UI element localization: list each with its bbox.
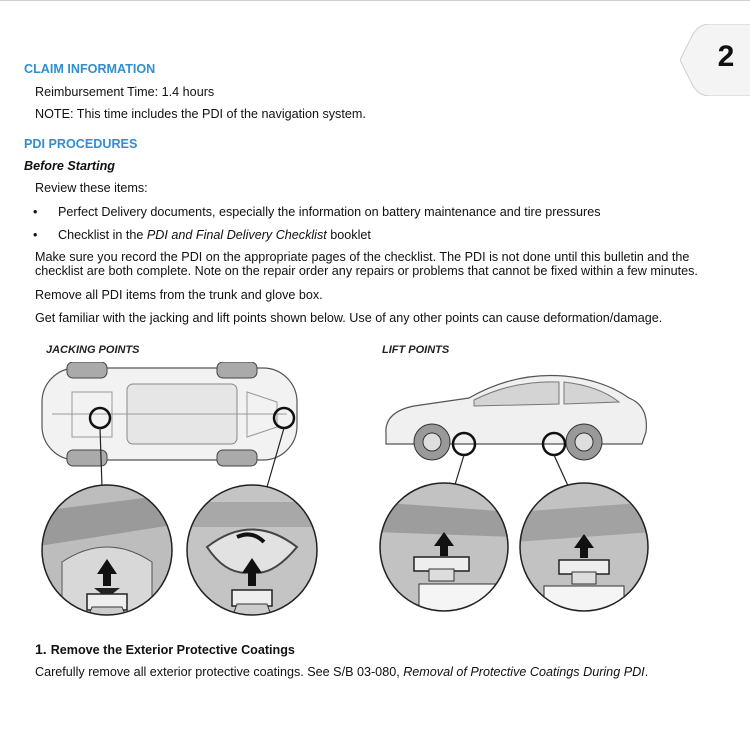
step-1-heading (35, 641, 295, 657)
claim-information-heading: CLAIM INFORMATION (24, 62, 156, 76)
checklist-title: PDI and Final Delivery Checklist (146, 228, 327, 242)
jacking-lift-paragraph: Get familiar with the jacking and lift points shown below. Use of any other points can cause deformation/damage. (35, 311, 663, 325)
step-text-prefix: Carefully remove all exterior protective coatings. See S/B 03-080, (35, 665, 404, 679)
step-title: Remove the Exterior Protective Coatings (50, 643, 295, 657)
record-pdi-paragraph: Make sure you record the PDI on the appropriate pages of the checklist. The PDI is not done until this bulletin and the checklist are both complete. Note on the repair order any repairs or problems that cannot be fixed within a few minutes. (35, 250, 698, 278)
list-item-text: Perfect Delivery documents, especially the information on battery maintenance and tire pressures (58, 205, 601, 219)
list-item-prefix: Checklist in the (58, 228, 147, 242)
bullet-icon: • (33, 228, 38, 242)
review-items-text: Review these items: (35, 181, 148, 195)
lift-points-label: LIFT POINTS (382, 344, 450, 356)
jacking-point-zoom-left (32, 472, 192, 624)
lift-point-zoom-left (374, 472, 524, 624)
jacking-point-zoom-right (182, 472, 342, 624)
pdi-procedures-heading: PDI PROCEDURES (24, 137, 138, 151)
jacking-points-illustration (32, 362, 350, 624)
car-underside-icon (42, 362, 297, 487)
service-bulletin-title: Removal of Protective Coatings During PDI (403, 665, 645, 679)
lift-point-zoom-right (514, 472, 664, 624)
page-number: 2 (717, 40, 735, 73)
list-item-suffix: booklet (326, 228, 371, 242)
step-1-text (35, 665, 648, 679)
reimbursement-time: Reimbursement Time: 1.4 hours (35, 85, 215, 99)
step-number: 1. (35, 641, 47, 657)
lift-points-illustration (374, 362, 664, 624)
document-body (24, 62, 729, 326)
before-starting-heading: Before Starting (24, 159, 115, 173)
step-text-suffix: . (644, 665, 649, 679)
review-list (24, 205, 729, 243)
list-item (24, 205, 729, 220)
car-side-icon (386, 375, 647, 488)
claim-note: NOTE: This time includes the PDI of the navigation system. (35, 107, 366, 121)
jacking-points-label: JACKING POINTS (46, 344, 140, 356)
top-rule (0, 0, 750, 1)
list-item (24, 228, 729, 243)
remove-items-paragraph: Remove all PDI items from the trunk and glove box. (35, 288, 323, 302)
bullet-icon: • (33, 205, 38, 219)
